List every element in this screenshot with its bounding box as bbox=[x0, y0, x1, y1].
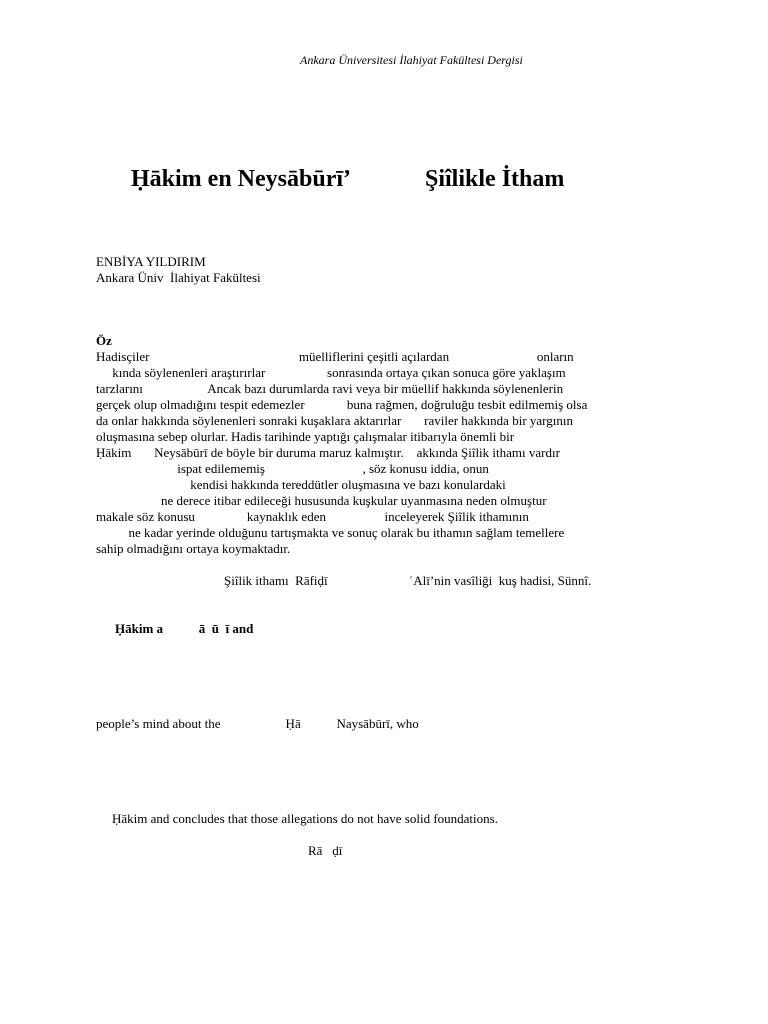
abstract-line: kendisi hakkında tereddütler oluşmasına ve bazı konulardaki bbox=[96, 477, 506, 492]
abstract-line: makale söz konusu kaynaklık eden inceleyerek Şiîlik ithamının bbox=[96, 509, 529, 524]
english-title-fragment: Ḥākim a ā ū ī and bbox=[115, 621, 254, 636]
abstract-line: da onlar hakkında söylenenleri sonraki kuşaklara aktarırlar raviler hakkında bir yargının bbox=[96, 413, 573, 428]
author-name: ENBİYA YILDIRIM bbox=[96, 254, 206, 269]
author-affiliation: Ankara Üniv İlahiyat Fakültesi bbox=[96, 270, 261, 285]
english-text-line: people’s mind about the Ḥā Naysābūrī, who bbox=[96, 716, 419, 731]
abstract-line: ne derece itibar edileceği hususunda kuşkular uyanmasına neden olmuştur bbox=[96, 493, 547, 508]
english-text-line: Ḥākim and concludes that those allegations do not have solid foundations. bbox=[112, 811, 498, 826]
abstract-line: ne kadar yerinde olduğunu tartışmakta ve sonuç olarak bu ithamın sağlam temellere bbox=[96, 525, 565, 540]
article-title-part2: Şiîlikle İtham bbox=[425, 166, 565, 192]
abstract-line: kında söylenenleri araştırırlar sonrasında ortaya çıkan sonuca göre yaklaşım bbox=[96, 365, 566, 380]
abstract-heading: Öz bbox=[96, 333, 112, 348]
abstract-line: Hadisçiler müelliflerini çeşitli açılardan onların bbox=[96, 349, 574, 364]
english-keywords-fragment: Rā ḍī bbox=[308, 843, 343, 858]
abstract-line: sahip olmadığını ortaya koymaktadır. bbox=[96, 541, 291, 556]
abstract-paragraph bbox=[96, 349, 672, 557]
journal-header: Ankara Üniversitesi İlahiyat Fakültesi Dergisi bbox=[300, 53, 523, 67]
abstract-line: gerçek olup olmadığını tespit edemezler buna rağmen, doğruluğu tesbit edilmemiş olsa bbox=[96, 397, 588, 412]
article-title-part1: Ḥākim en Neysābūrī’ bbox=[131, 166, 352, 192]
abstract-line: oluşmasına sebep olurlar. Hadis tarihinde yaptığı çalışmalar itibarıyla önemli bir bbox=[96, 429, 515, 444]
abstract-line: tarzlarını Ancak bazı durumlarda ravi veya bir müellif hakkında söylenenlerin bbox=[96, 381, 564, 396]
keywords-tr: Şiîlik ithamı Rāfiḍī ʿAlī’nin vasîliği kuş hadisi, Sünnî. bbox=[224, 573, 592, 588]
abstract-line: ispat edilememiş , söz konusu iddia, onun bbox=[96, 461, 489, 476]
abstract-line: Ḥākim Neysābūrī de böyle bir duruma maruz kalmıştır. akkında Şiîlik ithamı vardır bbox=[96, 445, 560, 460]
